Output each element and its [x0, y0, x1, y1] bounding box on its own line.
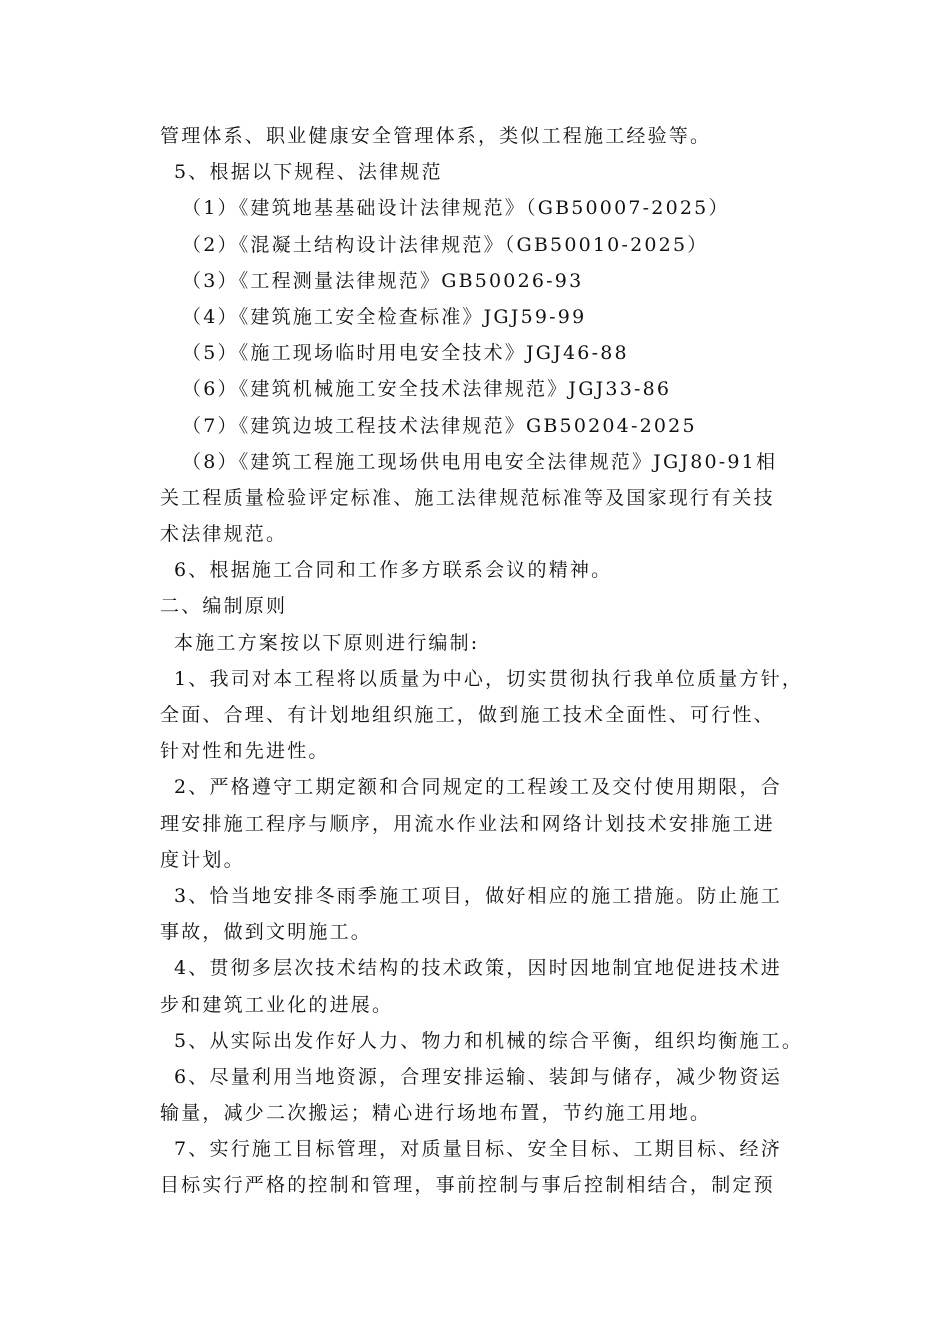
text-line: （5）《施工现场临时用电安全技术》JGJ46-88	[182, 342, 629, 365]
text-line: 4、贯彻多层次技术结构的技术政策，因时因地制宜地促进技术进	[174, 957, 782, 980]
text-line: （3）《工程测量法律规范》GB50026-93	[182, 269, 584, 292]
text-line: 针对性和先进性。	[160, 740, 330, 763]
text-line: 度计划。	[160, 848, 245, 871]
section-heading: 二、编制原则	[160, 595, 288, 618]
text-line: 目标实行严格的控制和管理，事前控制与事后控制相结合，制定预	[160, 1174, 775, 1197]
text-line: （8）《建筑工程施工现场供电用电安全法律规范》JGJ80-91相	[182, 450, 778, 473]
text-line: 全面、合理、有计划地组织施工，做到施工技术全面性、可行性、	[160, 704, 775, 726]
text-line: 本施工方案按以下原则进行编制:	[174, 631, 480, 654]
text-line: 7、实行施工目标管理，对质量目标、安全目标、工期目标、经济	[174, 1138, 782, 1161]
text-line: （1）《建筑地基基础设计法律规范》（GB50007-2025）	[182, 197, 730, 220]
text-line: （7）《建筑边坡工程技术法律规范》GB50204-2025	[182, 414, 697, 437]
text-line: 3、恰当地安排冬雨季施工项目，做好相应的施工措施。防止施工	[174, 884, 782, 907]
text-line: 5、根据以下规程、法律规范	[174, 161, 443, 184]
text-line: 2、严格遵守工期定额和合同规定的工程竣工及交付使用期限，合	[174, 776, 782, 799]
text-line: 关工程质量检验评定标准、施工法律规范标准等及国家现行有关技	[160, 486, 775, 509]
text-line: 5、从实际出发作好人力、物力和机械的综合平衡，组织均衡施工。	[174, 1029, 804, 1052]
text-line: （2）《混凝土结构设计法律规范》（GB50010-2025）	[182, 233, 709, 256]
text-line: 事故，做到文明施工。	[160, 921, 373, 944]
text-line: 1、我司对本工程将以质量为中心，切实贯彻执行我单位质量方针，	[174, 667, 804, 690]
text-line: 步和建筑工业化的进展。	[160, 993, 394, 1016]
text-line: （4）《建筑施工安全检查标准》JGJ59-99	[182, 305, 587, 328]
document-body	[160, 118, 880, 1204]
text-line: 理安排施工程序与顺序，用流水作业法和网络计划技术安排施工进	[160, 812, 775, 835]
text-line: 术法律规范。	[160, 523, 288, 546]
text-line: 管理体系、职业健康安全管理体系，类似工程施工经验等。	[160, 125, 712, 147]
text-line: 6、尽量利用当地资源，合理安排运输、装卸与储存，减少物资运	[174, 1065, 782, 1088]
text-line: （6）《建筑机械施工安全技术法律规范》JGJ33-86	[182, 378, 672, 401]
text-line: 输量，减少二次搬运；精心进行场地布置，节约施工用地。	[160, 1102, 712, 1125]
text-line: 6、根据施工合同和工作多方联系会议的精神。	[174, 559, 613, 582]
